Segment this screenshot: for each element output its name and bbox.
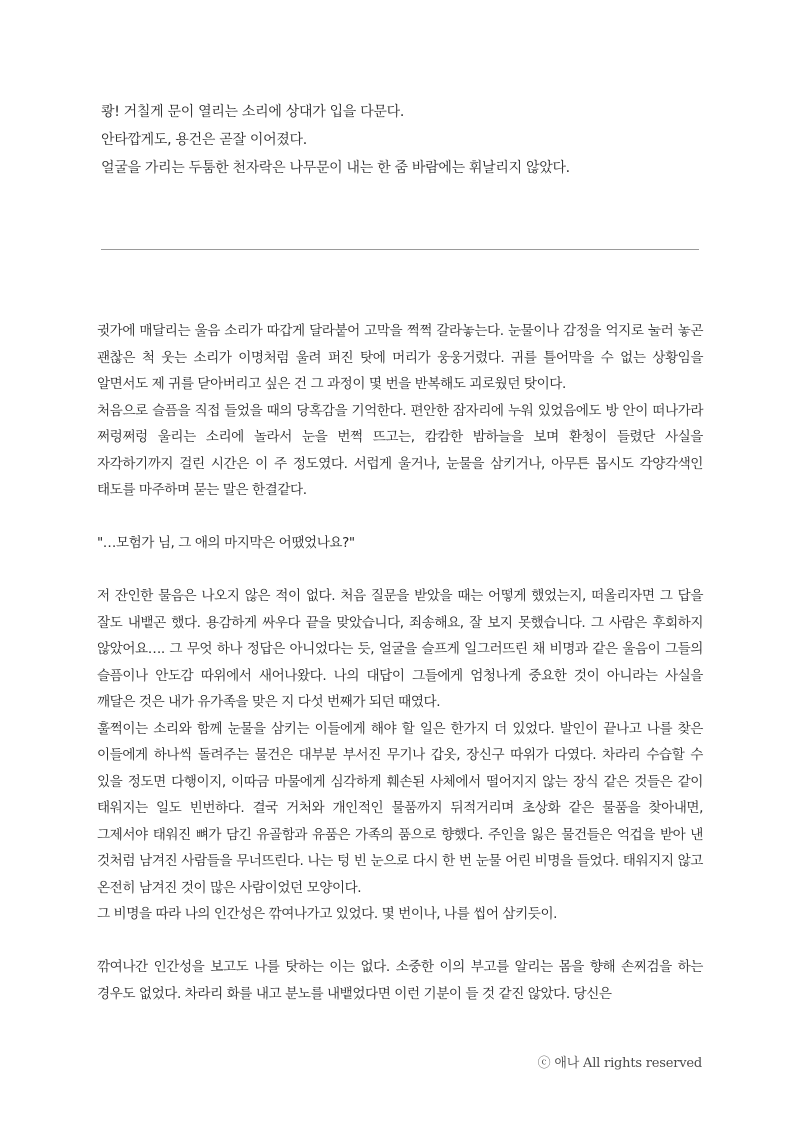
- paragraph-5: 그 비명을 따라 나의 인간성은 깎여나가고 있었다. 몇 번이나, 나를 씹어 삼키듯이.: [97, 906, 558, 922]
- paragraph-4: 훌쩍이는 소리와 함께 눈물을 삼키는 이들에게 해야 할 일은 한가지 더 있었다. 발인이 끝나고 나를 찾은 이들에게 하나씩 돌려주는 물건은 대부분 부서진 무기나 갑옷, 장신구 따위가 다였다. 차라리 수습할 수 있을 정도면 다행이지, 이따금 마물에게 심각하게 훼손된 사체에서 떨어지지 않는 장식 같은 것들은 같이 태워지는 일도 빈번하다. 결국 거처와 개인적인 물품까지 뒤적거리며 초상화 같은 물품을 찾아내면, 그제서야 태워진 뼈가 담긴 유골함과 유품은 가족의 품으로 향했다. 주인을 잃은 물건들은 억겁을 받아 낸 것처럼 남겨진 사람들을 무너뜨린다. 나는 텅 빈 눈으로 다시 한 번 눈물 어린 비명을 들었다. 태워지지 않고 온전히 남겨진 것이 많은 사람이었던 모양이다.: [97, 720, 703, 896]
- paragraph-2: 처음으로 슬픔을 직접 들었을 때의 당혹감을 기억한다. 편안한 잠자리에 누워 있었음에도 방 안이 떠나가라 쩌렁쩌렁 울리는 소리에 놀라서 눈을 번쩍 뜨고는, 캄캄한 밤하늘을 보며 환청이 들렸단 사실을 자각하기까지 걸린 시간은 이 주 정도였다. 서럽게 울거나, 눈물을 삼키거나, 아무튼 몹시도 각양각색인 태도를 마주하며 묻는 말은 한결같다.: [97, 402, 703, 498]
- intro-section: [101, 98, 701, 182]
- paragraph-spacer: [97, 504, 703, 531]
- paragraph-1: 귓가에 매달리는 울음 소리가 따갑게 달라붙어 고막을 쩍쩍 갈라놓는다. 눈물이나 감정을 억지로 눌러 놓곤 괜찮은 척 웃는 소리가 이명처럼 울려 퍼진 탓에 머리가 웅웅거렸다. 귀를 틀어막을 수 없는 상황임을 알면서도 제 귀를 닫아버리고 싶은 건 그 과정이 몇 번을 반복해도 괴로웠던 탓이다.: [97, 323, 703, 392]
- paragraph-6: 깎여나간 인간성을 보고도 나를 탓하는 이는 없다. 소중한 이의 부고를 알리는 몸을 향해 손찌검을 하는 경우도 없었다. 차라리 화를 내고 분노를 내뱉었다면 이런 기분이 들 것 같진 않았다. 당신은: [97, 959, 703, 1002]
- intro-line-2: 안타깝게도, 용건은 곧잘 이어졌다.: [101, 132, 307, 148]
- paragraph-spacer: [97, 928, 703, 955]
- intro-line-1: 쾅! 거칠게 문이 열리는 소리에 상대가 입을 다문다.: [101, 104, 404, 120]
- dialogue-quote: "…모험가 님, 그 애의 마지막은 어땠었나요?": [97, 535, 355, 551]
- intro-line-3: 얼굴을 가리는 두툼한 천자락은 나무문이 내는 한 줌 바람에는 휘날리지 않았다.: [101, 160, 570, 176]
- story-body: [97, 318, 703, 1007]
- section-divider: [101, 249, 699, 250]
- paragraph-spacer: [97, 557, 703, 584]
- paragraph-3: 저 잔인한 물음은 나오지 않은 적이 없다. 처음 질문을 받았을 때는 어떻게 했었는지, 떠올리자면 그 답을 잘도 내뱉곤 했다. 용감하게 싸우다 끝을 맞았습니다, 죄송해요, 잘 보지 못했습니다. 그 사람은 후회하지 않았어요…. 그 무엇 하나 정답은 아니었다는 듯, 얼굴을 슬프게 일그러뜨린 채 비명과 같은 울음이 그들의 슬픔이나 안도감 따위에서 새어나왔다. 나의 대답이 그들에게 엄청나게 중요한 것이 아니라는 사실을 깨달은 것은 내가 유가족을 맞은 지 다섯 번째가 되던 때였다.: [97, 588, 703, 710]
- copyright-notice: ⓒ 애나 All rights reserved: [537, 1056, 702, 1071]
